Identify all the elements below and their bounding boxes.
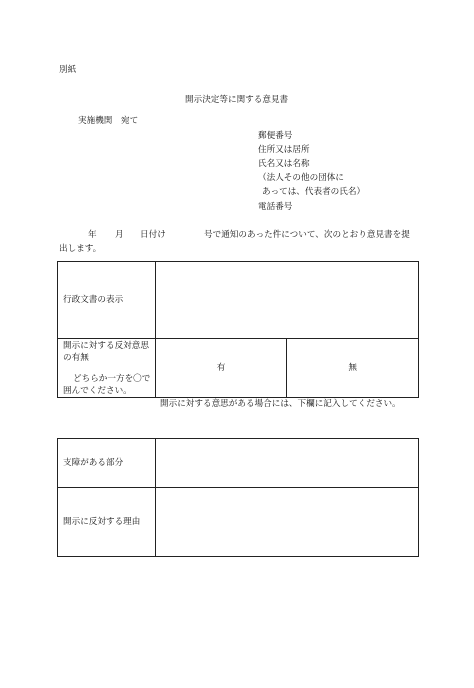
affected-part-row	[58, 439, 419, 488]
objection-label-line-3: どちらか一方を〇で	[73, 374, 151, 384]
opinion-table	[57, 261, 419, 398]
objection-label-line-4: 囲んでください。	[63, 386, 132, 396]
affected-part-label: 支障がある部分	[63, 458, 124, 468]
objection-no-cell[interactable]	[287, 339, 419, 398]
document-title: 開示決定等に関する意見書	[185, 95, 289, 105]
corp-note-line-1: （法人その他の団体に	[258, 173, 344, 183]
objection-label-line-1: 開示に対する反対意思	[63, 341, 149, 351]
reason-value-cell[interactable]	[155, 488, 418, 557]
document-row	[58, 262, 419, 339]
objection-label-cell	[58, 339, 156, 398]
objection-label-line-2: の有無	[63, 353, 89, 363]
intro-month: 月	[115, 230, 124, 240]
objection-row	[58, 339, 419, 398]
attachment-label: 別紙	[59, 65, 77, 75]
postal-code-label: 郵便番号	[258, 131, 293, 141]
instruction-note: 開示に対する意思がある場合には、下欄に記入してください。	[160, 399, 401, 409]
document-label: 行政文書の表示	[63, 295, 124, 305]
objection-no-option[interactable]: 無	[348, 363, 357, 373]
document-value-cell[interactable]	[155, 262, 418, 339]
name-label: 氏名又は名称	[258, 159, 310, 169]
objection-yes-option[interactable]: 有	[216, 363, 226, 373]
intro-day: 日付け	[140, 230, 166, 240]
phone-label: 電話番号	[258, 202, 293, 212]
address-label: 住所又は居所	[258, 145, 310, 155]
affected-part-value-cell[interactable]	[155, 439, 418, 488]
corp-note-line-2: あっては、代表者の氏名）	[262, 187, 366, 197]
intro-line-2: 出します。	[59, 244, 102, 254]
addressee: 実施機関 宛て	[78, 116, 139, 126]
objection-detail-table	[57, 438, 419, 557]
document-label-cell	[58, 262, 156, 339]
objection-yes-cell[interactable]	[155, 339, 287, 398]
reason-label: 開示に反対する理由	[63, 517, 141, 527]
intro-line-1: 号で通知のあった件について、次のとおり意見書を提	[204, 230, 410, 240]
affected-part-label-cell	[58, 439, 156, 488]
reason-row	[58, 488, 419, 557]
reason-label-cell	[58, 488, 156, 557]
intro-year: 年	[88, 230, 97, 240]
